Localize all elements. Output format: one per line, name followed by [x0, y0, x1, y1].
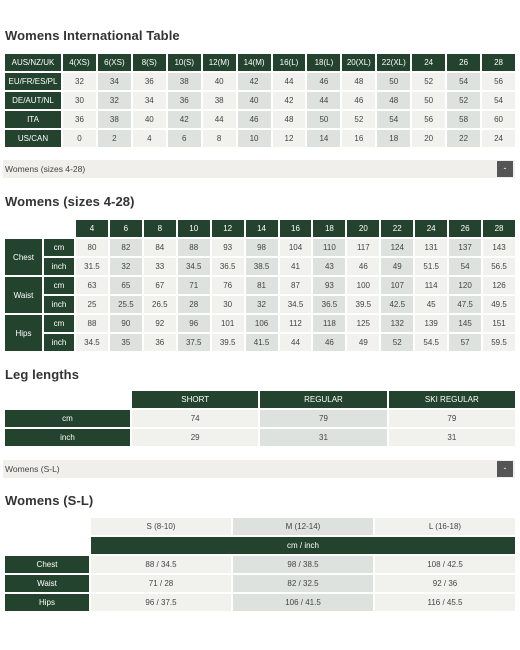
table-cell: 126 [483, 277, 515, 294]
table-cell: 143 [483, 239, 515, 256]
table-cell: 137 [449, 239, 481, 256]
header-cell: 8 [144, 220, 176, 237]
table-row [5, 296, 515, 313]
table-cell: 145 [449, 315, 481, 332]
table-cell: 8 [203, 130, 236, 147]
table-cell: 56.5 [483, 258, 515, 275]
table-cell: 32 [110, 258, 142, 275]
header-cell: L (16-18) [375, 518, 515, 535]
table-cell: 60 [482, 111, 515, 128]
table-cell: 31 [260, 429, 386, 446]
header-cell: 4 [76, 220, 108, 237]
table-cell: 104 [280, 239, 312, 256]
row-label: Chest [5, 556, 89, 573]
table-cell: 42 [168, 111, 201, 128]
table-cell: 44 [307, 92, 340, 109]
table-cell: 79 [389, 410, 515, 427]
table-cell: 46 [307, 73, 340, 90]
table-cell: 52 [342, 111, 375, 128]
unit-label: inch [44, 334, 74, 351]
table-header-row [5, 518, 515, 535]
table-cell: 44 [280, 334, 312, 351]
table-cell: 36 [144, 334, 176, 351]
table-cell: 26.5 [144, 296, 176, 313]
table-cell: 42.5 [381, 296, 413, 313]
table-cell: 57 [449, 334, 481, 351]
table-cell: 88 / 34.5 [91, 556, 231, 573]
table-row [5, 130, 515, 147]
table-cell: 40 [203, 73, 236, 90]
row-label: US/CAN [5, 130, 61, 147]
table-row [5, 429, 515, 446]
international-table-title: Womens International Table [5, 28, 180, 43]
table-cell: 112 [280, 315, 312, 332]
table-cell: 125 [347, 315, 379, 332]
table-row [5, 315, 515, 332]
header-cell: 18(L) [307, 54, 340, 71]
header-cell: 14 [246, 220, 278, 237]
unit-header-row [5, 537, 515, 554]
table-cell: 118 [313, 315, 345, 332]
table-cell: 22 [447, 130, 480, 147]
table-cell: 32 [246, 296, 278, 313]
table-cell: 38.5 [246, 258, 278, 275]
table-cell: 30 [212, 296, 244, 313]
row-label: DE/AUT/NL [5, 92, 61, 109]
table-cell: 12 [273, 130, 306, 147]
table-cell: 44 [273, 73, 306, 90]
table-cell: 36 [133, 73, 166, 90]
international-size-table [3, 52, 517, 149]
header-cell: 10(S) [168, 54, 201, 71]
header-cell: S (8-10) [91, 518, 231, 535]
header-cell: 10 [178, 220, 210, 237]
table-header-row [5, 220, 515, 237]
table-cell: 63 [76, 277, 108, 294]
table-cell: 88 [76, 315, 108, 332]
table-cell: 34.5 [178, 258, 210, 275]
table-cell: 56 [412, 111, 445, 128]
table-cell: 50 [307, 111, 340, 128]
table-cell: 44 [203, 111, 236, 128]
table-cell: 71 / 28 [91, 575, 231, 592]
table-cell: 49 [381, 258, 413, 275]
unit-header: cm / inch [91, 537, 515, 554]
table-row [5, 575, 515, 592]
table-cell: 54.5 [415, 334, 447, 351]
table-cell: 49 [347, 334, 379, 351]
header-cell: 16 [280, 220, 312, 237]
header-cell: 18 [313, 220, 345, 237]
header-cell: M (12-14) [233, 518, 373, 535]
accordion-label: Womens (S-L) [5, 464, 60, 474]
collapse-button[interactable]: - [497, 161, 513, 177]
accordion-label: Womens (sizes 4-28) [5, 164, 86, 174]
unit-label: cm [44, 315, 74, 332]
table-cell: 82 [110, 239, 142, 256]
table-header-row [5, 54, 515, 71]
table-cell: 139 [415, 315, 447, 332]
table-cell: 124 [381, 239, 413, 256]
unit-label: cm [5, 410, 130, 427]
header-cell: 12 [212, 220, 244, 237]
table-cell: 108 / 42.5 [375, 556, 515, 573]
header-cell: 22 [381, 220, 413, 237]
table-cell: 34 [98, 73, 131, 90]
table-cell: 71 [178, 277, 210, 294]
table-cell: 76 [212, 277, 244, 294]
table-cell: 96 / 37.5 [91, 594, 231, 611]
table-cell: 98 [246, 239, 278, 256]
header-cell: REGULAR [260, 391, 386, 408]
table-cell: 106 / 41.5 [233, 594, 373, 611]
table-cell: 120 [449, 277, 481, 294]
table-cell: 87 [280, 277, 312, 294]
table-cell: 36.5 [313, 296, 345, 313]
s-l-table-title: Womens (S-L) [5, 493, 94, 508]
sizes-measurement-table [3, 218, 517, 353]
row-label: Waist [5, 575, 89, 592]
sizes-table-title: Womens (sizes 4-28) [5, 194, 135, 209]
table-cell: 67 [144, 277, 176, 294]
table-cell: 151 [483, 315, 515, 332]
table-cell: 93 [212, 239, 244, 256]
table-cell: 38 [98, 111, 131, 128]
table-cell: 82 / 32.5 [233, 575, 373, 592]
table-cell: 10 [238, 130, 271, 147]
table-cell: 32 [98, 92, 131, 109]
table-cell: 31 [389, 429, 515, 446]
table-cell: 28 [178, 296, 210, 313]
table-cell: 41.5 [246, 334, 278, 351]
table-cell: 49.5 [483, 296, 515, 313]
leg-lengths-table [3, 389, 517, 448]
table-cell: 39.5 [347, 296, 379, 313]
header-cell: 22(XL) [377, 54, 410, 71]
table-cell: 80 [76, 239, 108, 256]
accordion-bar-s-l[interactable] [3, 460, 515, 478]
table-cell: 88 [178, 239, 210, 256]
header-cell: 16(L) [273, 54, 306, 71]
table-cell: 54 [482, 92, 515, 109]
table-row [5, 410, 515, 427]
table-cell: 46 [313, 334, 345, 351]
table-cell: 132 [381, 315, 413, 332]
table-cell: 50 [377, 73, 410, 90]
table-cell: 25 [76, 296, 108, 313]
table-cell: 36 [63, 111, 96, 128]
table-cell: 24 [482, 130, 515, 147]
table-cell: 56 [482, 73, 515, 90]
table-cell: 84 [144, 239, 176, 256]
table-row [5, 556, 515, 573]
header-cell: 20(XL) [342, 54, 375, 71]
table-cell: 46 [238, 111, 271, 128]
header-cell: 12(M) [203, 54, 236, 71]
table-cell: 48 [273, 111, 306, 128]
table-cell: 45 [415, 296, 447, 313]
table-cell: 40 [133, 111, 166, 128]
table-cell: 34.5 [76, 334, 108, 351]
header-cell: 6(XS) [98, 54, 131, 71]
table-cell: 52 [381, 334, 413, 351]
unit-label: cm [44, 277, 74, 294]
table-cell: 92 / 36 [375, 575, 515, 592]
table-cell: 96 [178, 315, 210, 332]
table-cell: 48 [377, 92, 410, 109]
unit-label: inch [5, 429, 130, 446]
table-cell: 0 [63, 130, 96, 147]
table-cell: 101 [212, 315, 244, 332]
table-cell: 18 [377, 130, 410, 147]
table-cell: 43 [313, 258, 345, 275]
header-cell: 24 [412, 54, 445, 71]
table-cell: 29 [132, 429, 258, 446]
unit-label: inch [44, 296, 74, 313]
table-cell: 90 [110, 315, 142, 332]
table-row [5, 92, 515, 109]
table-cell: 16 [342, 130, 375, 147]
table-cell: 100 [347, 277, 379, 294]
table-cell: 47.5 [449, 296, 481, 313]
table-cell: 51.5 [415, 258, 447, 275]
table-cell: 117 [347, 239, 379, 256]
table-cell: 110 [313, 239, 345, 256]
table-cell: 52 [412, 73, 445, 90]
row-label: EU/FR/ES/PL [5, 73, 61, 90]
table-cell: 52 [447, 92, 480, 109]
row-group-label: Chest [5, 239, 42, 275]
header-cell: SHORT [132, 391, 258, 408]
table-cell: 36 [168, 92, 201, 109]
collapse-button[interactable]: - [497, 461, 513, 477]
table-cell: 35 [110, 334, 142, 351]
table-cell: 107 [381, 277, 413, 294]
header-cell: 8(S) [133, 54, 166, 71]
table-cell: 92 [144, 315, 176, 332]
table-header-row [5, 391, 515, 408]
table-row [5, 73, 515, 90]
table-cell: 98 / 38.5 [233, 556, 373, 573]
unit-label: inch [44, 258, 74, 275]
accordion-bar-sizes[interactable] [3, 160, 515, 178]
table-row [5, 258, 515, 275]
table-row [5, 277, 515, 294]
table-row [5, 239, 515, 256]
s-l-measurement-table [3, 516, 517, 613]
table-cell: 58 [447, 111, 480, 128]
table-cell: 20 [412, 130, 445, 147]
table-cell: 37.5 [178, 334, 210, 351]
header-cell: 24 [415, 220, 447, 237]
table-cell: 14 [307, 130, 340, 147]
header-cell: 26 [449, 220, 481, 237]
table-cell: 131 [415, 239, 447, 256]
table-cell: 39.5 [212, 334, 244, 351]
header-cell: 14(M) [238, 54, 271, 71]
header-cell: 26 [447, 54, 480, 71]
table-cell: 116 / 45.5 [375, 594, 515, 611]
table-cell: 34.5 [280, 296, 312, 313]
row-label: Hips [5, 594, 89, 611]
table-cell: 106 [246, 315, 278, 332]
row-label: ITA [5, 111, 61, 128]
table-cell: 50 [412, 92, 445, 109]
table-cell: 34 [133, 92, 166, 109]
table-cell: 54 [377, 111, 410, 128]
header-cell: 20 [347, 220, 379, 237]
leg-lengths-title: Leg lengths [5, 367, 80, 382]
table-cell: 4 [133, 130, 166, 147]
table-cell: 42 [273, 92, 306, 109]
table-row [5, 594, 515, 611]
table-cell: 42 [238, 73, 271, 90]
row-group-label: Waist [5, 277, 42, 313]
table-cell: 81 [246, 277, 278, 294]
header-cell: 28 [483, 220, 515, 237]
unit-label: cm [44, 239, 74, 256]
table-cell: 32 [63, 73, 96, 90]
table-cell: 2 [98, 130, 131, 147]
header-cell: 6 [110, 220, 142, 237]
header-cell: AUS/NZ/UK [5, 54, 61, 71]
table-cell: 46 [342, 92, 375, 109]
header-cell: 28 [482, 54, 515, 71]
table-cell: 65 [110, 277, 142, 294]
table-cell: 6 [168, 130, 201, 147]
table-cell: 93 [313, 277, 345, 294]
header-cell: 4(XS) [63, 54, 96, 71]
table-cell: 40 [238, 92, 271, 109]
table-cell: 33 [144, 258, 176, 275]
table-cell: 59.5 [483, 334, 515, 351]
table-cell: 38 [203, 92, 236, 109]
table-cell: 46 [347, 258, 379, 275]
table-cell: 79 [260, 410, 386, 427]
header-cell: SKI REGULAR [389, 391, 515, 408]
table-cell: 114 [415, 277, 447, 294]
table-cell: 31.5 [76, 258, 108, 275]
table-cell: 36.5 [212, 258, 244, 275]
table-cell: 54 [449, 258, 481, 275]
table-row [5, 111, 515, 128]
row-group-label: Hips [5, 315, 42, 351]
table-row [5, 334, 515, 351]
table-cell: 25.5 [110, 296, 142, 313]
table-cell: 54 [447, 73, 480, 90]
table-cell: 38 [168, 73, 201, 90]
table-cell: 41 [280, 258, 312, 275]
table-cell: 48 [342, 73, 375, 90]
table-cell: 30 [63, 92, 96, 109]
table-cell: 74 [132, 410, 258, 427]
